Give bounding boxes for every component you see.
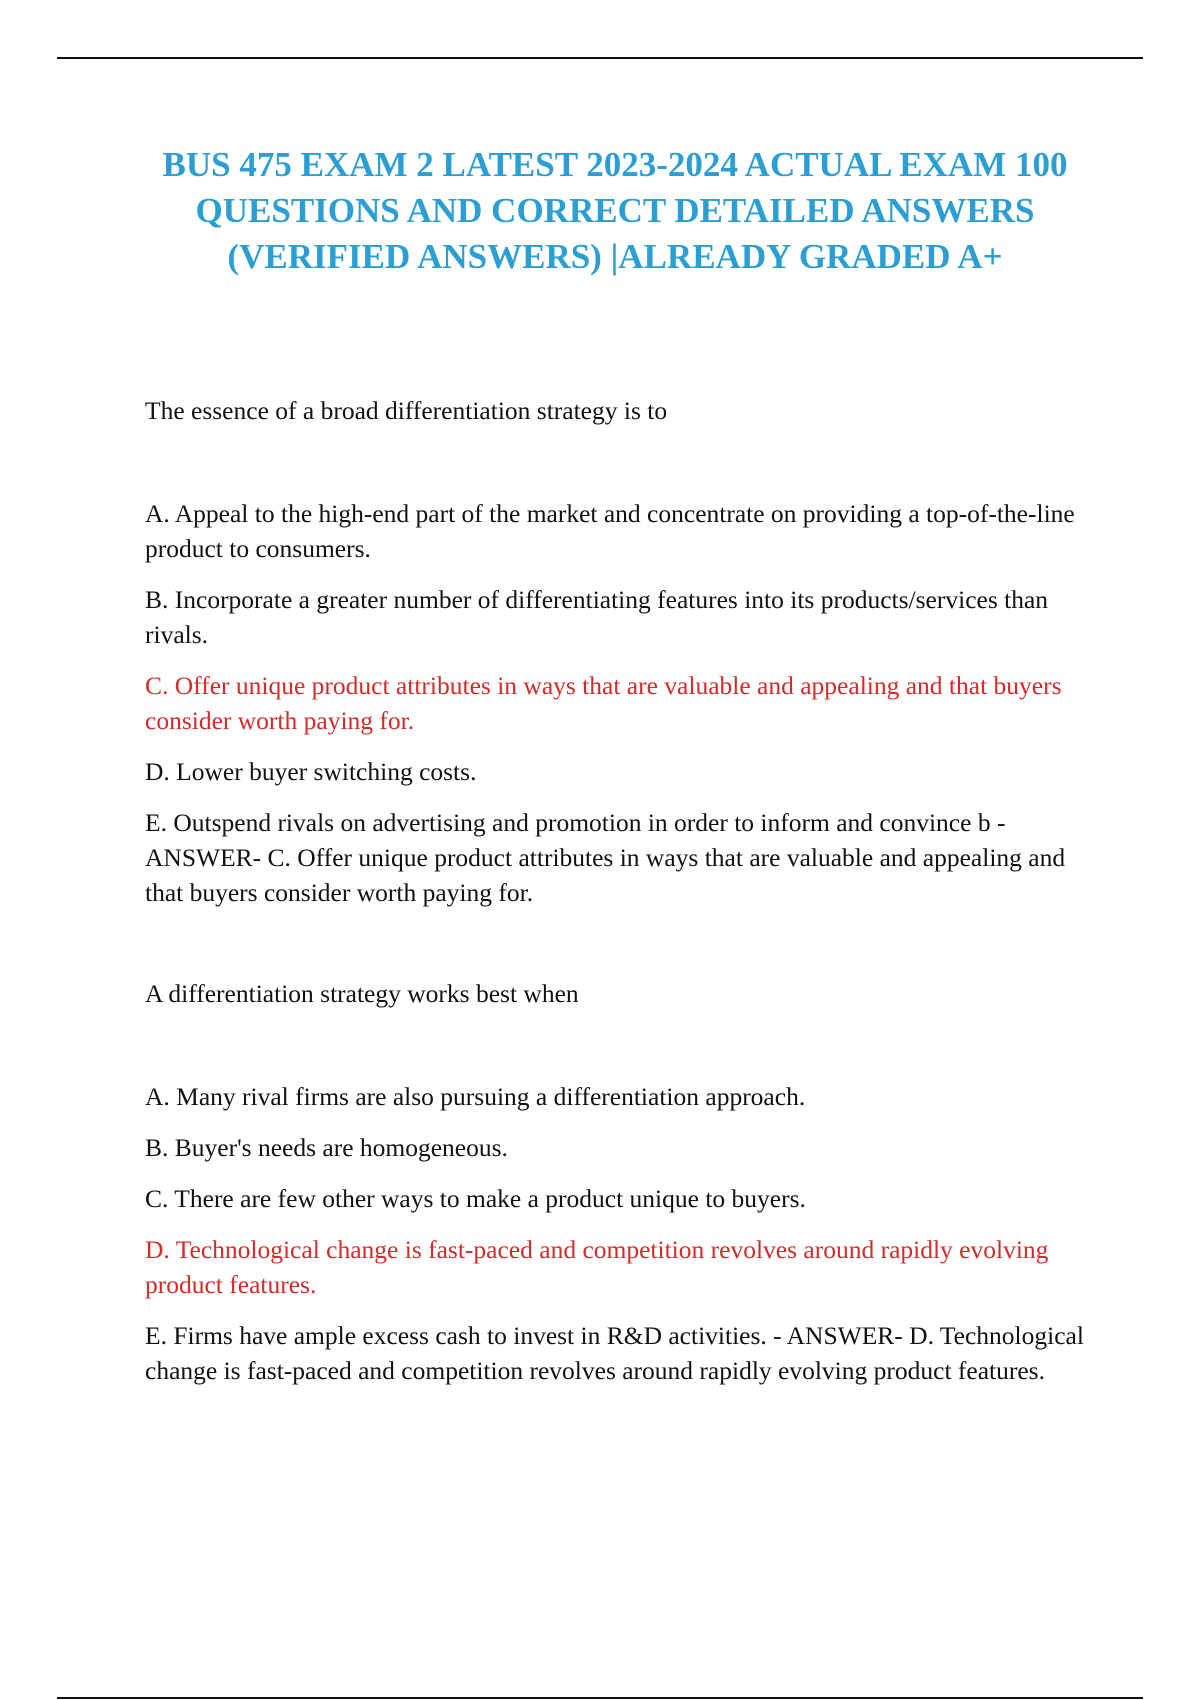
- question-prompt: A differentiation strategy works best when: [145, 979, 579, 1008]
- top-rule: [57, 57, 1143, 59]
- bottom-rule: [57, 1697, 1143, 1699]
- option-d-correct: D. Technological change is fast-paced and competition revolves around rapidly evolving product features.: [145, 1235, 1049, 1299]
- option-c: C. There are few other ways to make a product unique to buyers.: [145, 1184, 806, 1213]
- option-e-with-answer: E. Outspend rivals on advertising and promotion in order to inform and convince b - ANSWER- C. Offer unique product attributes in ways that are valuable and appealing and that buyers consider worth paying for.: [145, 808, 1066, 907]
- question-block-1: [145, 393, 1095, 910]
- option-a: A. Many rival firms are also pursuing a differentiation approach.: [145, 1082, 806, 1111]
- option-d: D. Lower buyer switching costs.: [145, 757, 477, 786]
- option-b: B. Buyer's needs are homogeneous.: [145, 1133, 508, 1162]
- question-prompt: The essence of a broad differentiation strategy is to: [145, 396, 668, 425]
- option-c-correct: C. Offer unique product attributes in ways that are valuable and appealing and that buyers consider worth paying for.: [145, 671, 1062, 735]
- option-e-with-answer: E. Firms have ample excess cash to invest in R&D activities. - ANSWER- D. Technological change is fast-paced and competition revolves around rapidly evolving product features.: [145, 1321, 1084, 1385]
- option-a: A. Appeal to the high-end part of the market and concentrate on providing a top-of-the-line product to consumers.: [145, 499, 1075, 563]
- option-b: B. Incorporate a greater number of differentiating features into its products/services than rivals.: [145, 585, 1049, 649]
- document-body: [145, 393, 1095, 1388]
- question-block-2: [145, 976, 1095, 1388]
- document-title: BUS 475 EXAM 2 LATEST 2023-2024 ACTUAL EXAM 100 QUESTIONS AND CORRECT DETAILED ANSWERS (VERIFIED ANSWERS) |ALREADY GRADED A+: [162, 145, 1068, 276]
